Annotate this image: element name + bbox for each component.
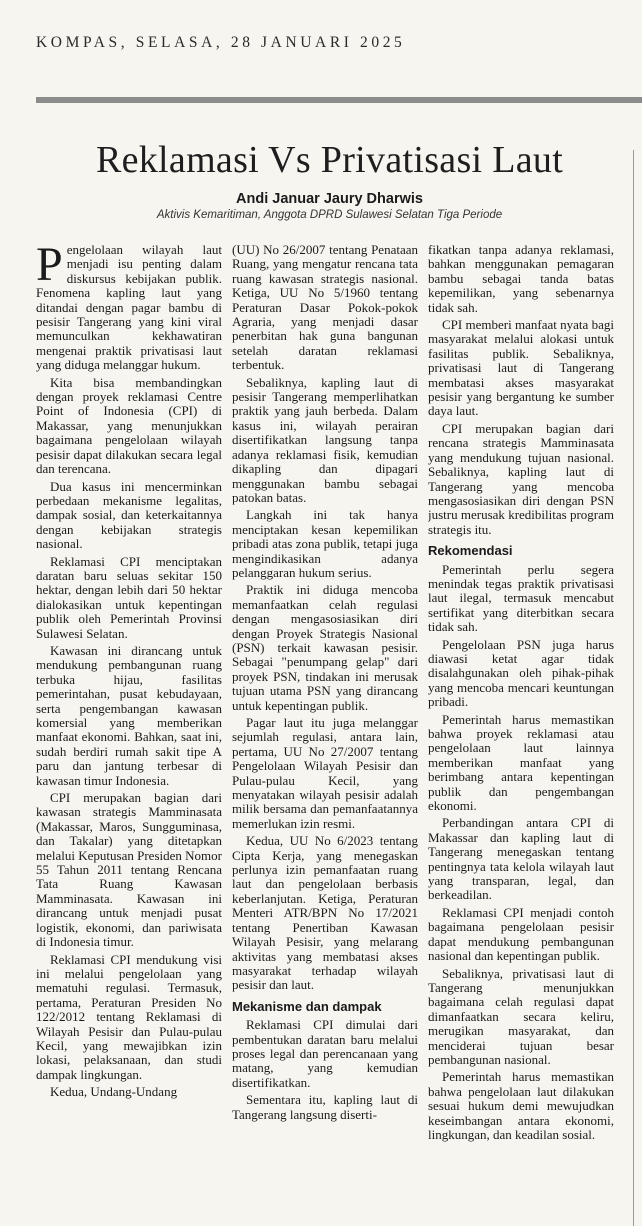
paragraph: Kita bisa membandingkan dengan proyek reklamasi Centre Point of Indonesia (CPI) di Makassar, yang menunjukkan bagaimana pengelolaan wilayah pesisir dapat dilakukan secara legal dan terencana. — [36, 374, 222, 477]
paragraph: Sementara itu, kapling laut di Tangerang langsung diserti- — [232, 1092, 418, 1122]
paragraph: CPI merupakan bagian dari kawasan strategis Mamminasata (Makassar, Maros, Sungguminasa, dan Takalar) yang ditetapkan melalui Keputusan Presiden Nomor 55 Tahun 2011 tentang Rencana Tata Ruang Kawasan Mamminasata. Kawasan ini dirancang untuk menjadi pusat logistik, ekonomi, dan pariwisata di Indonesia timur. — [36, 790, 222, 950]
article-column-2 — [232, 243, 418, 1226]
paragraph: Pemerintah harus memastikan bahwa proyek reklamasi atau pengelolaan laut lainnya memberikan manfaat yang berimbang antara kepentingan publik dan pengembangan ekonomi. — [428, 711, 614, 814]
author-role: Aktivis Kemaritiman, Anggota DPRD Sulawesi Selatan Tiga Periode — [156, 209, 503, 221]
paragraph: CPI merupakan bagian dari rencana strategis Mamminasata yang mendukung tujuan nasional. Sebaliknya, kapling laut di Tangerang yang mencoba mengasosiasikan diri dengan PSN justru merusak kredibilitas program strategis itu. — [428, 420, 614, 537]
section-heading-rekomendasi: Rekomendasi — [428, 543, 513, 559]
paragraph: Pengelolaan PSN juga harus diawasi ketat agar tidak disalahgunakan oleh pihak-pihak yang mencoba mencari keuntungan pribadi. — [428, 636, 614, 710]
paragraph: Pemerintah harus memastikan bahwa pengelolaan laut dilakukan sesuai hukum demi mewujudkan keseimbangan antara ekonomi, lingkungan, dan keadilan sosial. — [428, 1069, 614, 1142]
drop-cap: P — [36, 243, 63, 291]
paragraph: Sebaliknya, kapling laut di pesisir Tangerang memperlihatkan praktik yang jauh berbeda. Dalam kasus ini, wilayah perairan disertifikatkan langsung tanpa adanya reklamasi fisik, kemudian dikapling dan dipagari menggunakan bambu sebagai patokan batas. — [232, 374, 418, 505]
paragraph: Sebaliknya, privatisasi laut di Tangerang menunjukkan bagaimana celah regulasi dapat dimanfaatkan secara keliru, merugikan masyarakat, dan menciderai tujuan besar pembangunan nasional. — [428, 965, 614, 1067]
paragraph: Dua kasus ini mencerminkan perbedaan mekanisme legalitas, dampak sosial, dan keterkaitannya dengan kebijakan strategis nasional. — [36, 478, 222, 552]
column-edge-rule — [633, 150, 634, 1226]
paragraph: Pemerintah perlu segera menindak tegas praktik privatisasi laut ilegal, termasuk mencabut sertifikat yang diterbitkan secara tidak sah. — [428, 561, 614, 635]
paragraph: Reklamasi CPI dimulai dari pembentukan daratan baru melalui proses legal dan perencanaan yang matang, yang kemudian disertifikatkan. — [232, 1017, 418, 1090]
paragraph: Reklamasi CPI mendukung visi ini melalui pengelolaan yang mematuhi regulasi. Termasuk, pertama, Peraturan Presiden No 122/2012 tentang Reklamasi di Wilayah Pesisir dan Pulau-pulau Kecil, yang mewajibkan izin lokasi, pelaksanaan, dan studi dampak lingkungan. — [36, 951, 222, 1082]
paragraph: Langkah ini tak hanya menciptakan kesan kepemilikan pribadi atas zona publik, tetapi juga mengindikasikan adanya pelanggaran hukum serius. — [232, 507, 418, 580]
paragraph: Reklamasi CPI menciptakan daratan baru seluas sekitar 150 hektar, dengan lebih dari 50 hektar dialokasikan untuk kepentingan publik oleh Pemerintah Provinsi Sulawesi Selatan. — [36, 553, 222, 641]
paragraph: (UU) No 26/2007 tentang Penataan Ruang, yang mengatur rencana tata ruang kawasan strategis nasional. Ketiga, UU No 5/1960 tentang Peraturan Dasar Pokok-pokok Agraria, yang menjadi dasar penerbitan hak guna bangunan setelah daratan reklamasi terbentuk. — [232, 243, 418, 373]
paragraph — [36, 243, 222, 373]
paragraph: Reklamasi CPI menjadi contoh bagaimana pengelolaan pesisir dapat mendukung pembangunan nasional dan kepentingan publik. — [428, 904, 614, 964]
paragraph-text: engelolaan wilayah laut menjadi isu penting dalam diskursus kebijakan publik. Fenomena kapling laut yang ditandai dengan pagar bambu di pesisir Tangerang yang kini viral memunculkan kekhawatiran mengenai praktik privatisasi laut yang diduga melanggar hukum. — [36, 243, 222, 373]
paragraph: CPI memberi manfaat nyata bagi masyarakat melalui alokasi untuk fasilitas publik. Sebaliknya, privatisasi laut di Tangerang membatasi akses masyarakat pesisir yang bergantung ke sumber daya laut. — [428, 317, 614, 419]
masthead: KOMPAS, SELASA, 28 JANUARI 2025 — [36, 34, 406, 51]
article-column-1 — [36, 243, 222, 1226]
paragraph: Perbandingan antara CPI di Makassar dan kapling laut di Tangerang menegaskan tentang pentingnya tata kelola wilayah laut yang transparan, legal, dan berkeadilan. — [428, 815, 614, 903]
header-rule — [36, 97, 642, 103]
section-heading-mekanisme: Mekanisme dan dampak — [232, 998, 382, 1014]
paragraph: fikatkan tanpa adanya reklamasi, bahkan menggunakan pemagaran bambu sebagai tanda batas kepemilikan, yang sebenarnya tidak sah. — [428, 243, 614, 315]
paragraph: Kawasan ini dirancang untuk mendukung pembangunan ruang terbuka hijau, fasilitas pemerintahan, pusat kebudayaan, serta pengembangan kawasan komersial yang memberikan manfaat ekonomi. Bahkan, saat ini, sudah berdiri rumah sakit tipe A paru dan jantung terbesar di kawasan timur Indonesia. — [36, 642, 222, 788]
paragraph: Kedua, Undang-Undang — [50, 1084, 178, 1100]
article-title: Reklamasi Vs Privatisasi Laut — [95, 139, 564, 181]
paragraph: Praktik ini diduga mencoba memanfaatkan celah regulasi dengan mengasosiasikan diri dengan Proyek Strategis Nasional (PSN) terkait kawasan pesisir. Sebagai "penumpang gelap" dari proyek PSN, tindakan ini merusak tujuan utama PSN yang dirancang untuk kepentingan publik. — [232, 582, 418, 713]
author-name: Andi Januar Jaury Dharwis — [236, 191, 423, 207]
paragraph: Pagar laut itu juga melanggar sejumlah regulasi, antara lain, pertama, UU No 27/2007 tentang Pengelolaan Wilayah Pesisir dan Pulau-pulau Kecil, yang menyatakan wilayah pesisir adalah milik bersama dan pemanfaatannya memerlukan izin resmi. — [232, 715, 418, 831]
article-column-3 — [428, 243, 614, 1226]
paragraph: Kedua, UU No 6/2023 tentang Cipta Kerja, yang menegaskan perlunya izin pemanfaatan ruang laut dan pengelolaan berbasis keberlanjutan. Ketiga, Peraturan Menteri ATR/BPN No 17/2021 tentang Penertiban Kawasan Wilayah Pesisir, yang melarang aktivitas yang membatasi akses masyarakat terhadap wilayah pesisir dan laut. — [232, 833, 418, 993]
